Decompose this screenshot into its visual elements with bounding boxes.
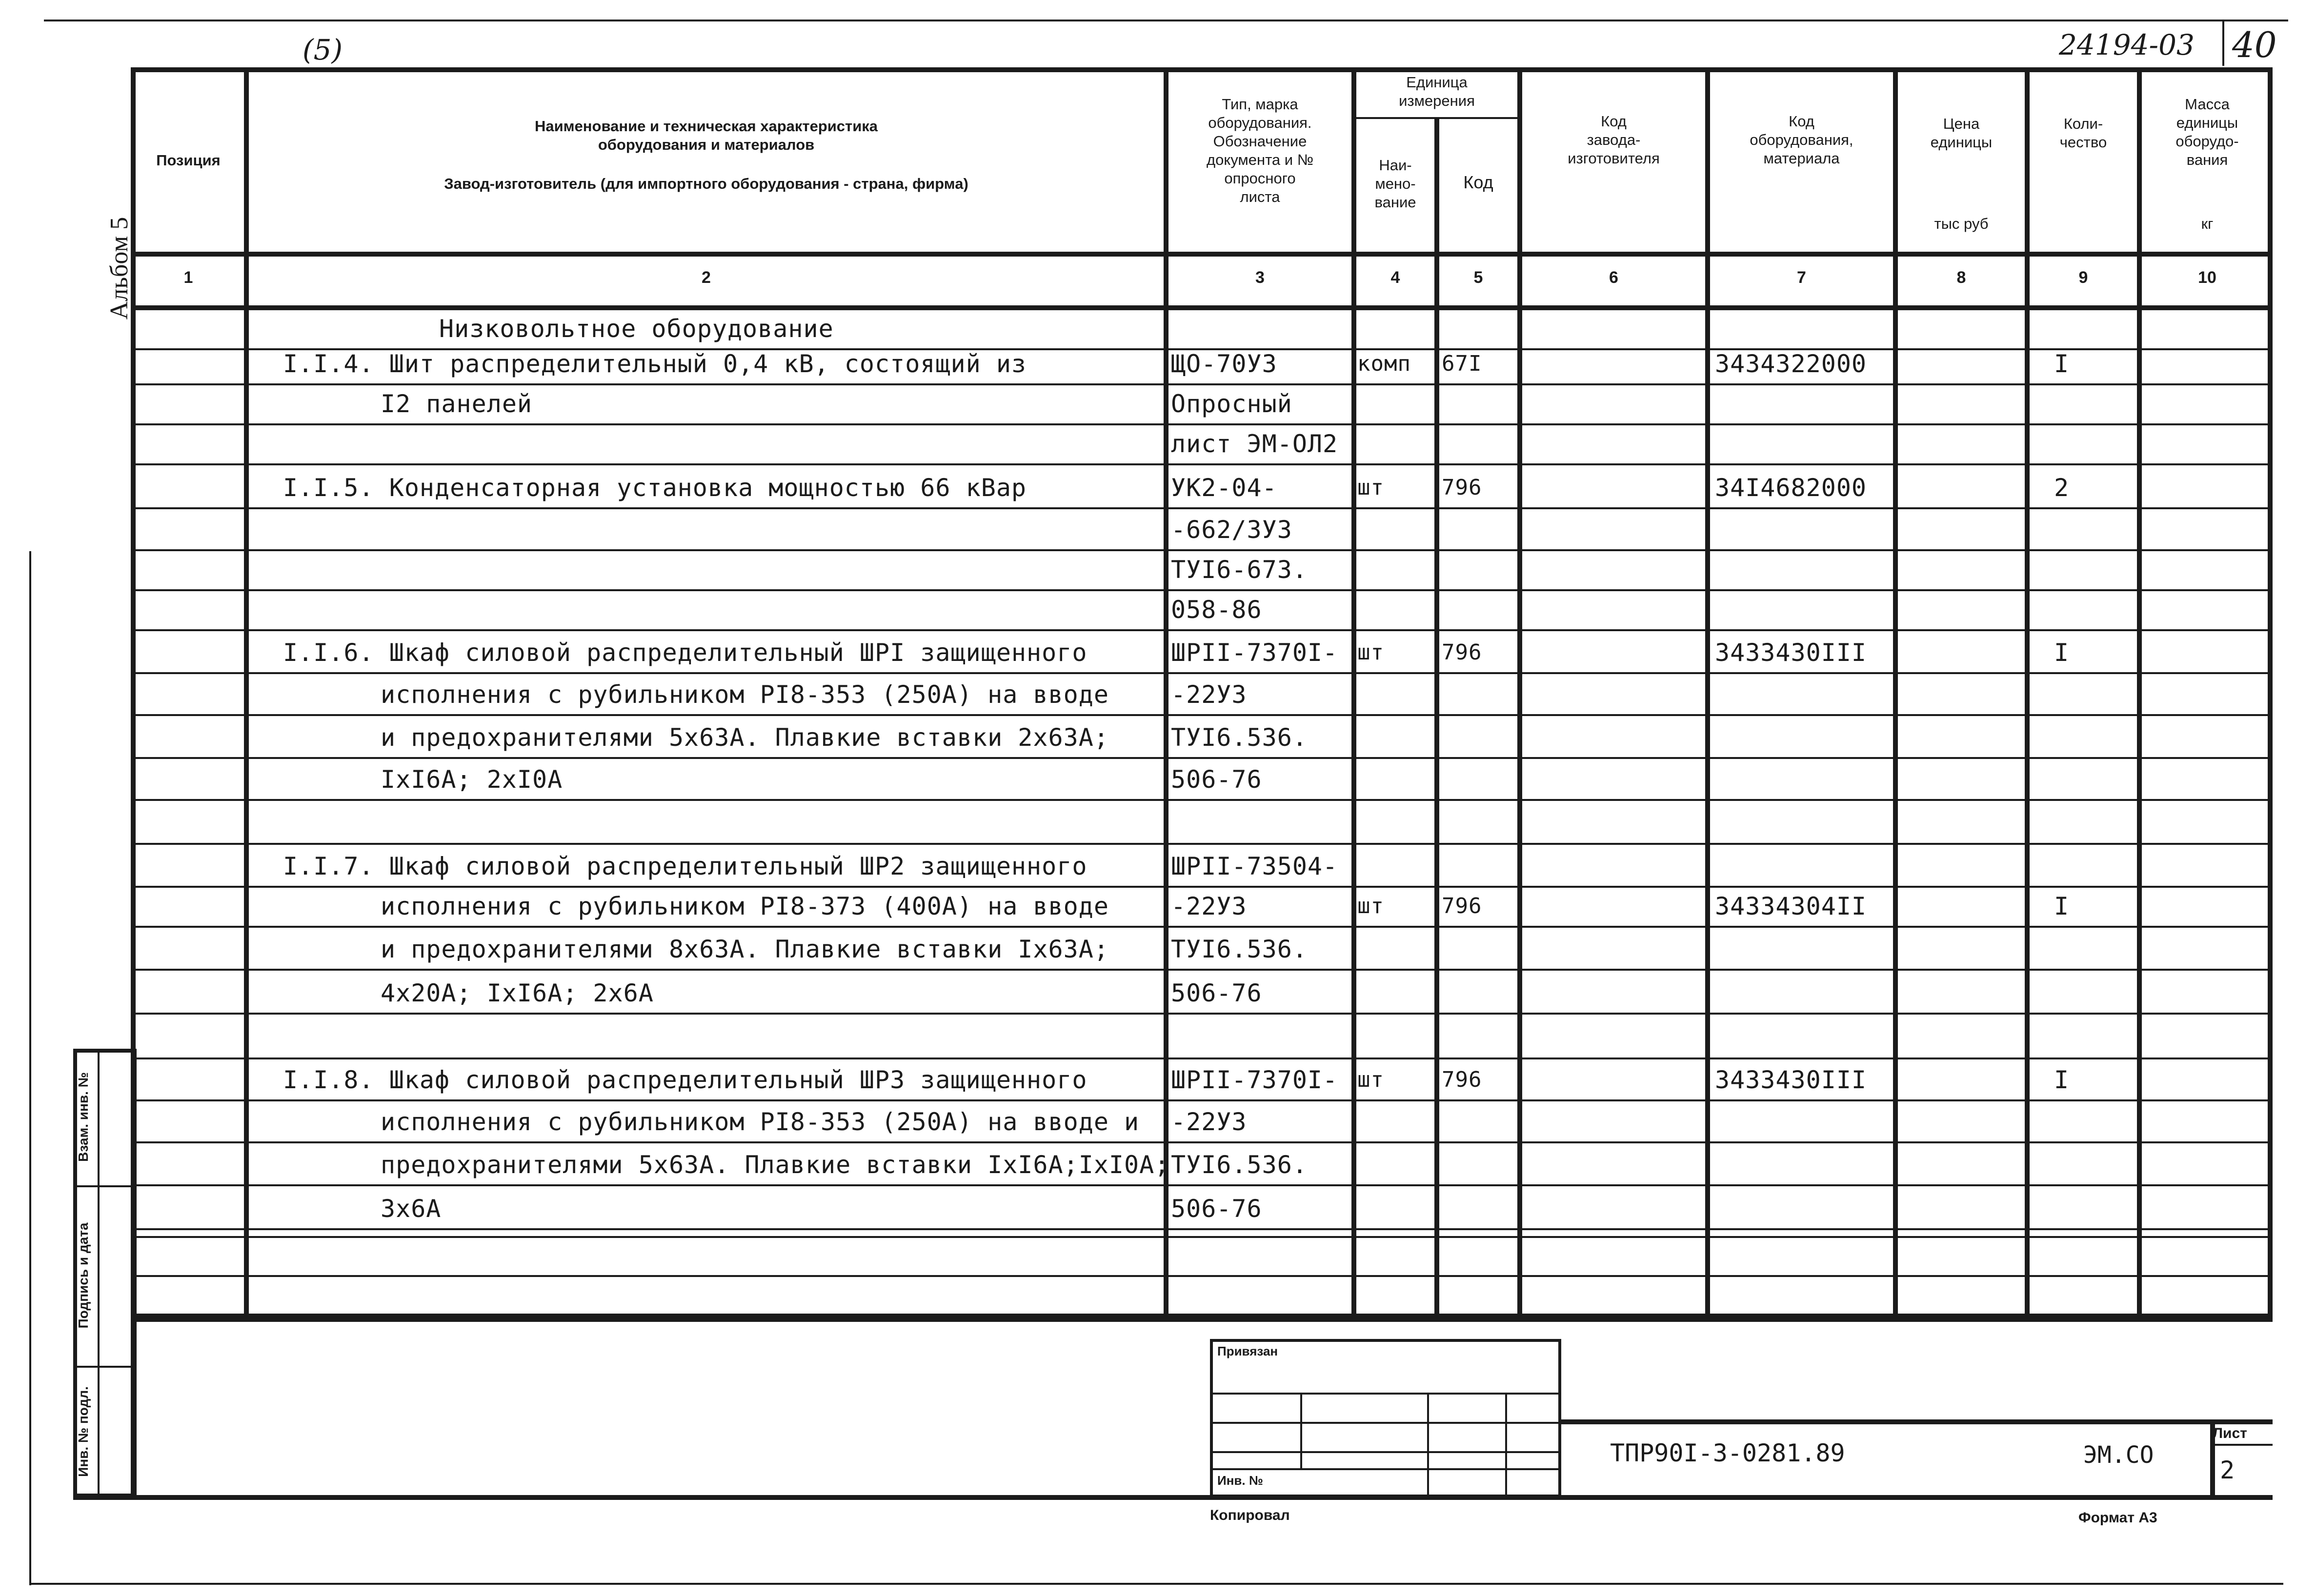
col-header-mass-unit: кг: [2201, 215, 2214, 232]
row-type-cell: 506-76: [1171, 979, 1262, 1007]
binding-col-2: [1427, 1393, 1429, 1495]
row-unit-cell: шт: [1357, 640, 1384, 665]
row-material-code-cell: 3433430III: [1715, 638, 1867, 667]
row-type-cell: -22УЗ: [1171, 1108, 1247, 1136]
row-type-cell: ШРII-7370I-: [1171, 638, 1338, 667]
row-type-cell: 058-86: [1171, 596, 1262, 624]
side-stamp-replacement: Взам. инв. №: [76, 1072, 91, 1162]
binding-row-2: [1210, 1422, 1561, 1424]
col-sep-6: [1705, 67, 1710, 1318]
col-sep-8: [2025, 67, 2030, 1318]
row-grid-line: [131, 1184, 2273, 1186]
row-grid-line: [131, 423, 2273, 425]
col-header-price-unit: тыс руб: [1934, 215, 1989, 232]
col-number-9: 9: [2078, 268, 2088, 287]
binding-row-4: [1210, 1468, 1561, 1470]
row-grid-line: [131, 843, 2273, 845]
row-name-cell: исполнения с рубильником PI8-373 (400A) на вводе: [381, 892, 1109, 920]
row-type-cell: ТУI6.536.: [1171, 935, 1308, 963]
row-quantity-cell: 2: [2054, 474, 2070, 502]
row-code-cell: 796: [1442, 1067, 1482, 1092]
row-name-cell: исполнения с рубильником PI8-353 (250A) на вводе: [381, 680, 1109, 709]
row-name-cell: исполнения с рубильником PI8-353 (250A) на вводе и: [381, 1108, 1140, 1136]
row-code-cell: 796: [1442, 894, 1482, 918]
col-header-unit-code: Код: [1463, 172, 1493, 192]
row-name-cell: I.I.7. Шкаф силовой распределительный ШР2 защищенного: [283, 852, 1088, 880]
row-grid-line: [131, 1057, 2273, 1059]
col-sep-4: [1434, 117, 1439, 1318]
row-grid-line: [131, 383, 2273, 385]
col-header-name-line3: Завод-изготовитель (для импортного оборудования - страна, фирма): [444, 175, 968, 192]
row-type-cell: лист ЭМ-ОЛ2: [1171, 430, 1338, 458]
col-number-2: 2: [702, 268, 711, 287]
row-grid-line: [131, 1236, 2273, 1238]
album-label: Альбом 5: [105, 217, 133, 320]
row-type-cell: -662/3УЗ: [1171, 516, 1292, 544]
row-code-cell: 67I: [1442, 351, 1482, 376]
row-grid-line: [131, 629, 2273, 631]
col-number-1: 1: [183, 268, 193, 287]
col-number-7: 7: [1797, 268, 1806, 287]
row-type-cell: ТУI6.536.: [1171, 1151, 1308, 1179]
row-grid-line: [131, 714, 2273, 716]
col-header-unit-name: Наи- мено- вание: [1374, 157, 1416, 211]
col-number-6: 6: [1609, 268, 1618, 287]
col-header-factory-code: Код завода- изготовителя: [1568, 113, 1660, 167]
row-grid-line: [131, 799, 2273, 801]
row-type-cell: -22УЗ: [1171, 680, 1247, 709]
row-material-code-cell: 3434322000: [1715, 350, 1867, 378]
row-grid-line: [131, 969, 2273, 971]
row-quantity-cell: I: [2054, 638, 2070, 667]
col-header-material-code: Код оборудования, материала: [1750, 113, 1853, 167]
row-quantity-cell: I: [2054, 350, 2070, 378]
col-sep-9: [2137, 67, 2142, 1318]
row-name-cell: 3х6А: [381, 1195, 442, 1223]
row-grid-line: [131, 1228, 2273, 1230]
row-type-cell: 506-76: [1171, 1195, 1262, 1223]
row-unit-cell: шт: [1357, 1067, 1384, 1092]
row-grid-line: [131, 1099, 2273, 1101]
col-number-4: 4: [1390, 268, 1400, 287]
side-stamp-signature: Подпись и дата: [76, 1222, 91, 1329]
col-number-10: 10: [2198, 268, 2216, 287]
row-type-cell: УК2-04-: [1171, 474, 1277, 502]
document-number: 24194-03: [2059, 28, 2195, 61]
col-header-price: Цена единицы: [1930, 115, 1993, 151]
row-type-cell: Опросный: [1171, 390, 1292, 418]
col-header-name-line1: Наименование и техническая характеристика: [534, 118, 878, 135]
sheet-label: Лист: [2213, 1425, 2247, 1441]
header-bottom-line: [131, 252, 2273, 257]
binding-row-1: [1210, 1393, 1561, 1395]
title-block-bottom: [73, 1495, 2273, 1500]
format-label: Формат А3: [2078, 1510, 2157, 1526]
page-number: 40: [2232, 24, 2277, 65]
row-name-cell: и предохранителями 8х63А. Плавкие вставки Iх63А;: [381, 935, 1109, 963]
row-grid-line: [131, 672, 2273, 674]
row-unit-cell: шт: [1357, 894, 1384, 918]
row-grid-line: [131, 757, 2273, 759]
col-sep-2: [1164, 67, 1168, 1318]
bottom-margin-line: [29, 1583, 2283, 1585]
col-sep-3: [1351, 67, 1356, 1318]
row-quantity-cell: I: [2054, 1066, 2070, 1094]
row-grid-line: [131, 926, 2273, 928]
col-sep-5: [1517, 67, 1522, 1318]
row-unit-cell: шт: [1357, 475, 1384, 500]
title-block-top: [131, 1317, 2273, 1322]
row-name-cell: I.I.6. Шкаф силовой распределительный ШРI защищенного: [283, 638, 1088, 667]
sheet-mark: (5): [302, 33, 343, 66]
col-sep-7: [1893, 67, 1898, 1318]
binding-col-3: [1505, 1393, 1507, 1495]
left-margin-line: [29, 551, 31, 1585]
page-number-divider: [2222, 20, 2224, 66]
col-header-name-line2: оборудования и материалов: [598, 136, 815, 153]
row-name-cell: I.I.5. Конденсаторная установка мощностью 66 кВар: [283, 474, 1027, 502]
row-grid-line: [131, 507, 2273, 509]
side-stamp-divider: [98, 1049, 100, 1497]
sheet-box-divider: [2210, 1444, 2273, 1446]
row-grid-line: [131, 549, 2273, 551]
row-grid-line: [131, 589, 2273, 591]
col-header-unit-group: Единица измерения: [1399, 74, 1475, 109]
row-type-cell: ЩО-70УЗ: [1171, 350, 1277, 378]
col-header-type: Тип, марка оборудования. Обозначение документа и № опросного листа: [1207, 96, 1313, 205]
col-header-position: Позиция: [156, 152, 221, 169]
row-code-cell: 796: [1442, 640, 1482, 665]
row-name-cell: I.I.8. Шкаф силовой распределительный ШР3 защищенного: [283, 1066, 1088, 1094]
row-type-cell: -22УЗ: [1171, 892, 1247, 920]
side-stamp-row-1: [73, 1185, 137, 1187]
col-number-5: 5: [1473, 268, 1483, 287]
row-type-cell: ТУI6-673.: [1171, 556, 1308, 584]
side-stamp-inventory: Инв. № подл.: [76, 1386, 91, 1477]
row-grid-line: [131, 1013, 2273, 1015]
row-material-code-cell: 34I4682000: [1715, 474, 1867, 502]
binding-row-3: [1210, 1451, 1561, 1453]
row-material-code-cell: 34334304II: [1715, 892, 1867, 920]
row-type-cell: ШРII-7370I-: [1171, 1066, 1338, 1094]
row-name-cell: I.I.4. Шит распределительный 0,4 кВ, состоящий из: [283, 350, 1027, 378]
row-type-cell: ШРII-73504-: [1171, 852, 1338, 880]
col-header-mass: Масса единицы оборудо- вания: [2175, 96, 2239, 168]
row-name-cell: предохранителями 5х63А. Плавкие вставки IxI6A;IxI0A;: [381, 1151, 1170, 1179]
row-quantity-cell: I: [2054, 892, 2070, 920]
inventory-label: Инв. №: [1217, 1473, 1263, 1488]
row-name-cell: Низковольтное оборудование: [439, 315, 834, 343]
row-grid-line: [131, 463, 2273, 465]
col-number-3: 3: [1255, 268, 1265, 287]
doc-code: ТПР90I-3-0281.89: [1610, 1439, 1845, 1467]
row-grid-line: [131, 1141, 2273, 1143]
row-name-cell: IxI6A; 2xI0A: [381, 765, 563, 794]
row-type-cell: ТУI6.536.: [1171, 723, 1308, 752]
row-grid-line: [131, 1275, 2273, 1277]
section-code: ЭМ.СО: [2083, 1441, 2154, 1469]
row-unit-cell: комп: [1357, 351, 1411, 376]
numbers-bottom-line: [131, 305, 2273, 310]
doc-code-top: [1559, 1419, 2273, 1424]
col-sep-1: [244, 67, 249, 1318]
binding-col-1: [1300, 1393, 1302, 1468]
row-code-cell: 796: [1442, 475, 1482, 500]
binding-label: Привязан: [1217, 1344, 1278, 1358]
row-name-cell: 4х20А; IxI6A; 2х6А: [381, 979, 654, 1007]
col-number-8: 8: [1956, 268, 1966, 287]
row-name-cell: I2 панелей: [381, 390, 533, 418]
row-name-cell: и предохранителями 5х63А. Плавкие вставки 2х63А;: [381, 723, 1109, 752]
row-type-cell: 506-76: [1171, 765, 1262, 794]
row-material-code-cell: 3433430III: [1715, 1066, 1867, 1094]
row-grid-line: [131, 886, 2273, 888]
col-header-quantity: Коли- чество: [2059, 115, 2107, 151]
top-border-line: [44, 20, 2288, 21]
sheet-number: 2: [2220, 1456, 2235, 1484]
copied-label: Копировал: [1210, 1507, 1290, 1523]
title-block-left: [131, 1317, 136, 1497]
